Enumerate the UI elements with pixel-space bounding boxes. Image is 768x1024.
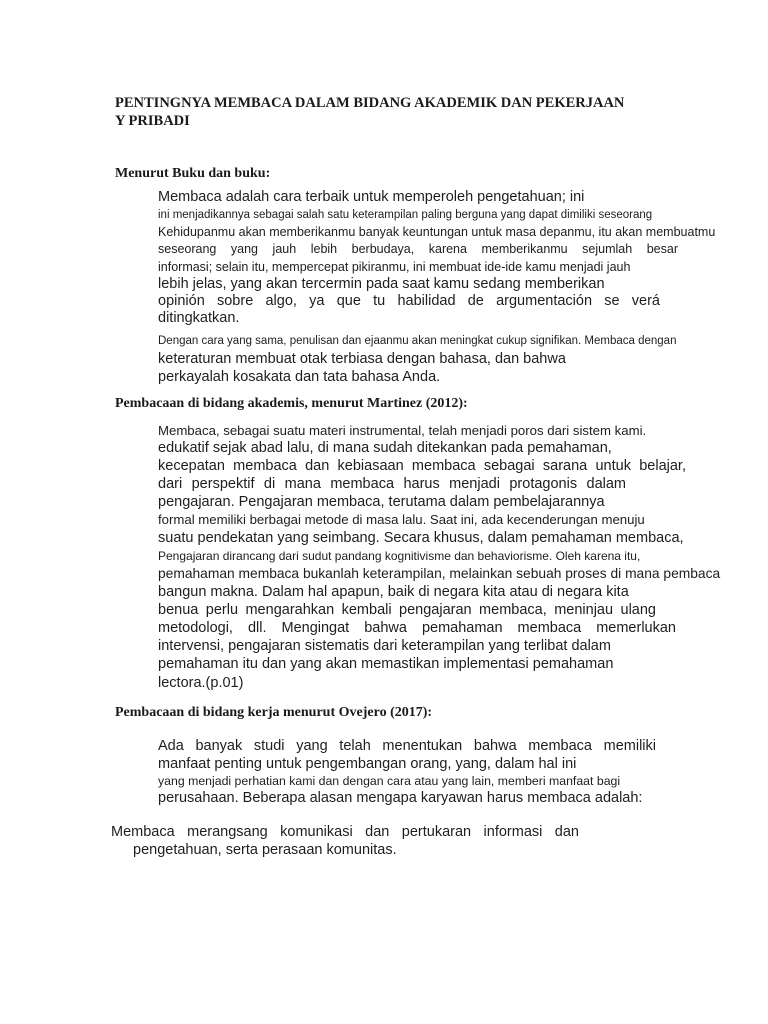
paragraph-line: opinión sobre algo, ya que tu habilidad de argumentación se verá — [158, 293, 660, 309]
paragraph-line: informasi; selain itu, mempercepat pikiranmu, ini membuat ide-ide kamu menjadi jauh — [158, 260, 631, 274]
section-heading-kerja: Pembacaan di bidang kerja menurut Ovejero (2017): — [115, 705, 433, 720]
paragraph-line: pemahaman itu dan yang akan memastikan implementasi pemahaman — [158, 656, 614, 672]
paragraph-line: metodologi, dll. Mengingat bahwa pemahaman membaca memerlukan — [158, 620, 676, 636]
paragraph-line: ditingkatkan. — [158, 310, 240, 326]
paragraph-line: pengajaran. Pengajaran membaca, terutama dalam pembelajarannya — [158, 494, 605, 510]
paragraph-line: kecepatan membaca dan kebiasaan membaca sebagai sarana untuk belajar, — [158, 458, 686, 474]
paragraph-line: yang menjadi perhatian kami dan dengan cara atau yang lain, memberi manfaat bagi — [158, 774, 621, 788]
paragraph-line: Ada banyak studi yang telah menentukan bahwa membaca memiliki — [158, 738, 656, 754]
paragraph-line: dari perspektif di mana membaca harus menjadi protagonis dalam — [158, 476, 626, 492]
paragraph-line: edukatif sejak abad lalu, di mana sudah ditekankan pada pemahaman, — [158, 440, 612, 456]
paragraph-line: keteraturan membuat otak terbiasa dengan bahasa, dan bahwa — [158, 351, 566, 367]
paragraph-line: perkayalah kosakata dan tata bahasa Anda. — [158, 369, 441, 385]
section-heading-buku: Menurut Buku dan buku: — [115, 166, 271, 181]
paragraph-line: Membaca, sebagai suatu materi instrumental, telah menjadi poros dari sistem kami. — [158, 423, 647, 438]
paragraph-line: ini menjadikannya sebagai salah satu keterampilan paling berguna yang dapat dimiliki seseorang — [158, 209, 653, 221]
title-line-2: Y PRIBADI — [115, 113, 190, 129]
paragraph-line: Pengajaran dirancang dari sudut pandang kognitivisme dan behaviorisme. Oleh karena itu, — [158, 549, 641, 563]
bullet-line: pengetahuan, serta perasaan komunitas. — [133, 842, 397, 858]
paragraph-line: intervensi, pengajaran sistematis dari keterampilan yang terlibat dalam — [158, 638, 611, 654]
bullet-line: Membaca merangsang komunikasi dan pertukaran informasi dan — [111, 824, 579, 840]
paragraph-line: seseorang yang jauh lebih berbudaya, karena memberikanmu sejumlah besar — [158, 242, 678, 256]
paragraph-line: benua perlu mengarahkan kembali pengajaran membaca, meninjau ulang — [158, 602, 656, 618]
section-heading-akademis: Pembacaan di bidang akademis, menurut Martinez (2012): — [115, 396, 468, 411]
paragraph-line: perusahaan. Beberapa alasan mengapa karyawan harus membaca adalah: — [158, 790, 643, 806]
page-title — [115, 94, 675, 130]
paragraph-line: formal memiliki berbagai metode di masa lalu. Saat ini, ada kecenderungan menuju — [158, 512, 645, 527]
title-line-1: PENTINGNYA MEMBACA DALAM BIDANG AKADEMIK DAN PEKERJAAN — [115, 95, 625, 111]
paragraph-line: lebih jelas, yang akan tercermin pada saat kamu sedang memberikan — [158, 276, 605, 292]
paragraph-line: Kehidupanmu akan memberikanmu banyak keuntungan untuk masa depanmu, itu akan membuatmu — [158, 225, 716, 239]
paragraph-line: pemahaman membaca bukanlah keterampilan, melainkan sebuah proses di mana pembaca — [158, 566, 721, 581]
paragraph-line: Dengan cara yang sama, penulisan dan ejaanmu akan meningkat cukup signifikan. Membaca dengan — [158, 335, 677, 347]
paragraph-line: bangun makna. Dalam hal apapun, baik di negara kita atau di negara kita — [158, 584, 629, 600]
paragraph-line: lectora.(p.01) — [158, 675, 244, 691]
paragraph-line: Membaca adalah cara terbaik untuk memperoleh pengetahuan; ini — [158, 189, 585, 205]
paragraph-line: suatu pendekatan yang seimbang. Secara khusus, dalam pemahaman membaca, — [158, 530, 684, 546]
paragraph-line: manfaat penting untuk pengembangan orang, yang, dalam hal ini — [158, 756, 577, 772]
